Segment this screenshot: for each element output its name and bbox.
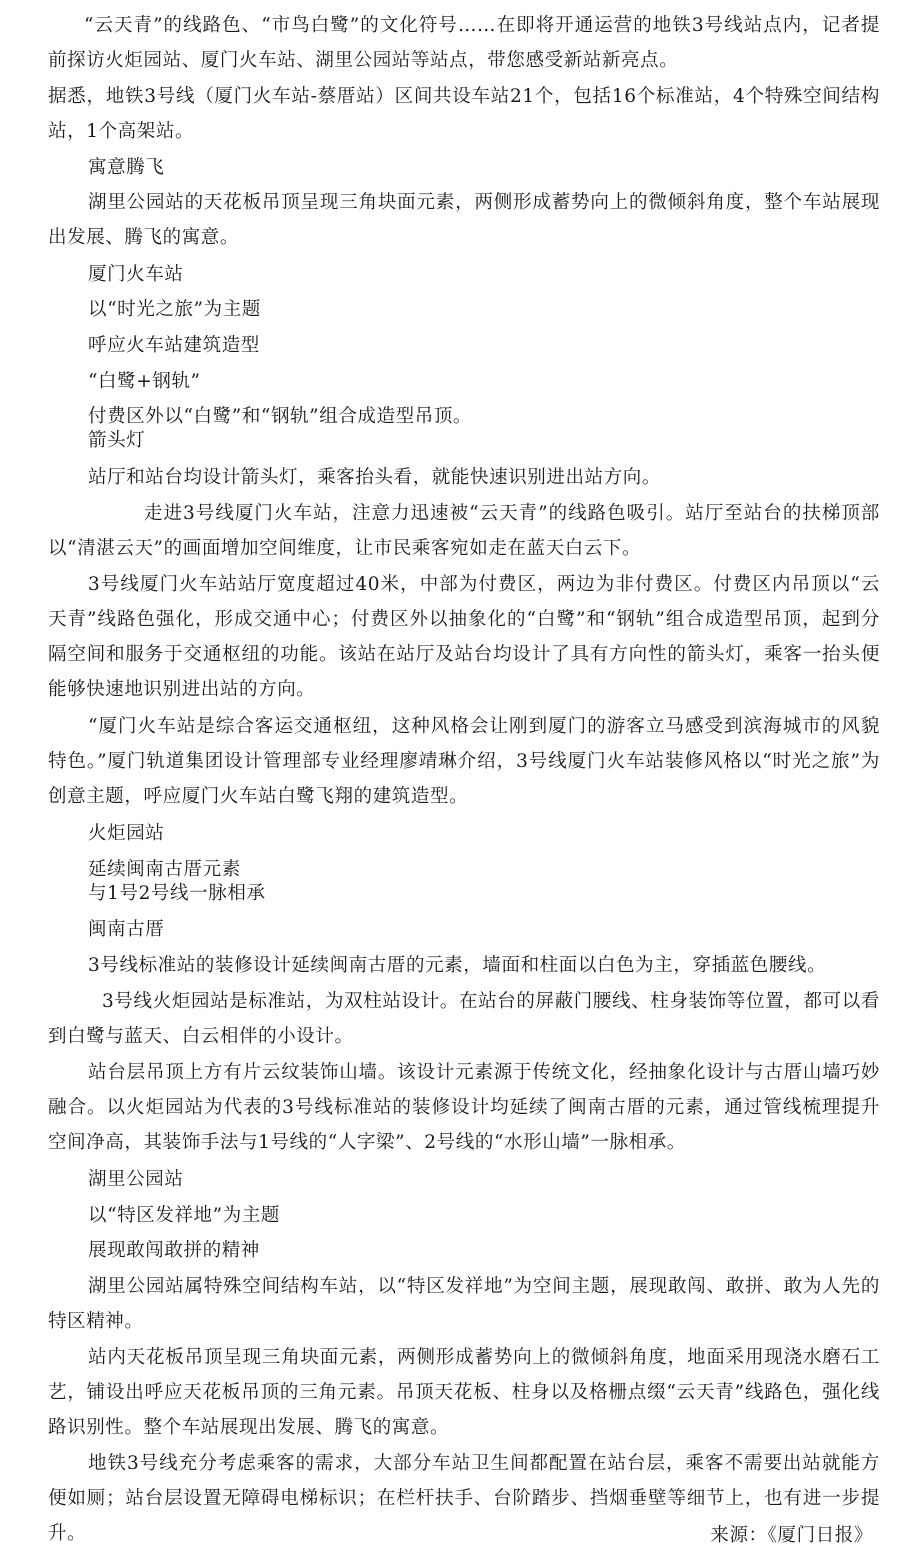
facilities-paragraph: 地铁3号线充分考虑乘客的需求，大部分车站卫生间都配置在站台层，乘客不需要出站就能方便如厕；站台层设置无障碍电梯标识；在栏杆扶手、台阶踏步、挡烟垂壁等细节上，也有进一步提升。 — [48, 1453, 880, 1544]
subheading-xiamen-station: 厦门火车站 — [88, 264, 184, 285]
subheading-soaring: 寓意腾飞 — [88, 157, 165, 178]
subheading-line-lineage: 与1号2号线一脉相承 — [88, 883, 266, 904]
subheading-huojuyuan: 火炬园站 — [88, 823, 165, 844]
subheading-sez-theme: 以“特区发祥地”为主题 — [88, 1205, 281, 1226]
ceiling-paragraph: 站内天花板吊顶呈现三角块面元素，两侧形成蓄势向上的微倾斜角度，地面采用现浇水磨石工艺，铺设出呼应天花板吊顶的三角元素。吊顶天花板、柱身以及格栅点缀“云天青”线路色，强化线路识别性。整个车站展现出发展、腾飞的寓意。 — [48, 1347, 880, 1438]
huli-summary-paragraph: 湖里公园站的天花板吊顶呈现三角块面元素，两侧形成蓄势向上的微倾斜角度，整个车站展现出发展、腾飞的寓意。 — [48, 192, 880, 248]
xiamen-station-intro-paragraph: 走进3号线厦门火车站，注意力迅速被“云天青”的线路色吸引。站厅至站台的扶梯顶部以“清湛云天”的画面增加空间维度，让市民乘客宛如走在蓝天白云下。 — [48, 503, 880, 559]
subheading-arrow-lights: 箭头灯 — [88, 430, 146, 451]
subheading-minnan-elements: 延续闽南古厝元素 — [88, 859, 241, 880]
intro-paragraph: “云天青”的线路色、“市鸟白鹭”的文化符号……在即将开通运营的地铁3号线站点内，记者提前探访火炬园站、厦门火车站、湖里公园站等站点，带您感受新站新亮点。 — [48, 15, 880, 71]
minnan-caption: 3号线标准站的装修设计延续闽南古厝的元素，墙面和柱面以白色为主，穿插蓝色腰线。 — [88, 955, 827, 976]
subheading-spirit: 展现敢闯敢拼的精神 — [88, 1240, 260, 1261]
quote-paragraph: “厦门火车站是综合客运交通枢纽，这种风格会让刚到厦门的游客立马感受到滨海城市的风貌特色。”厦门轨道集团设计管理部专业经理廖靖琳介绍，3号线厦门火车站装修风格以“时光之旅”为创意主题，呼应厦门火车站白鹭飞翔的建筑造型。 — [48, 716, 880, 807]
subheading-egret-rail: “白鹭+钢轨” — [88, 371, 201, 392]
egret-rail-caption: 付费区外以“白鹭”和“钢轨”组合成造型吊顶。 — [88, 406, 473, 427]
subheading-time-travel-theme: 以“时光之旅”为主题 — [88, 299, 261, 320]
source-credit: 来源：《厦门日报》 — [710, 1525, 873, 1546]
subheading-architecture: 呼应火车站建筑造型 — [88, 335, 260, 356]
arrow-lights-caption: 站厅和站台均设计箭头灯，乘客抬头看，就能快速识别进出站方向。 — [88, 467, 662, 488]
subheading-minnan-house: 闽南古厝 — [88, 919, 165, 940]
huli-park-paragraph: 湖里公园站属特殊空间结构车站，以“特区发祥地”为空间主题，展现敢闯、敢拼、敢为人先的特区精神。 — [48, 1276, 880, 1332]
cloud-wall-paragraph: 站台层吊顶上方有片云纹装饰山墙。该设计元素源于传统文化，经抽象化设计与古厝山墙巧妙融合。以火炬园站为代表的3号线标准站的装修设计均延续了闽南古厝的元素，通过管线梳理提升空间净高，其装饰手法与1号线的“人字梁”、2号线的“水形山墙”一脉相承。 — [48, 1062, 880, 1153]
huojuyuan-paragraph: 3号线火炬园站是标准站，为双柱站设计。在站台的屏蔽门腰线、柱身装饰等位置，都可以看到白鹭与蓝天、白云相伴的小设计。 — [48, 991, 880, 1047]
subheading-huli-park: 湖里公园站 — [88, 1169, 184, 1190]
overview-paragraph: 据悉，地铁3号线（厦门火车站-蔡厝站）区间共设车站21个，包括16个标准站，4个特殊空间结构站，1个高架站。 — [48, 86, 880, 142]
xiamen-station-hall-paragraph: 3号线厦门火车站站厅宽度超过40米，中部为付费区，两边为非付费区。付费区内吊顶以“云天青”线路色强化，形成交通中心；付费区外以抽象化的“白鹭”和“钢轨”组合成造型吊顶，起到分隔空间和服务于交通枢纽的功能。该站在站厅及站台均设计了具有方向性的箭头灯，乘客一抬头便能够快速地识别进出站的方向。 — [48, 574, 880, 700]
